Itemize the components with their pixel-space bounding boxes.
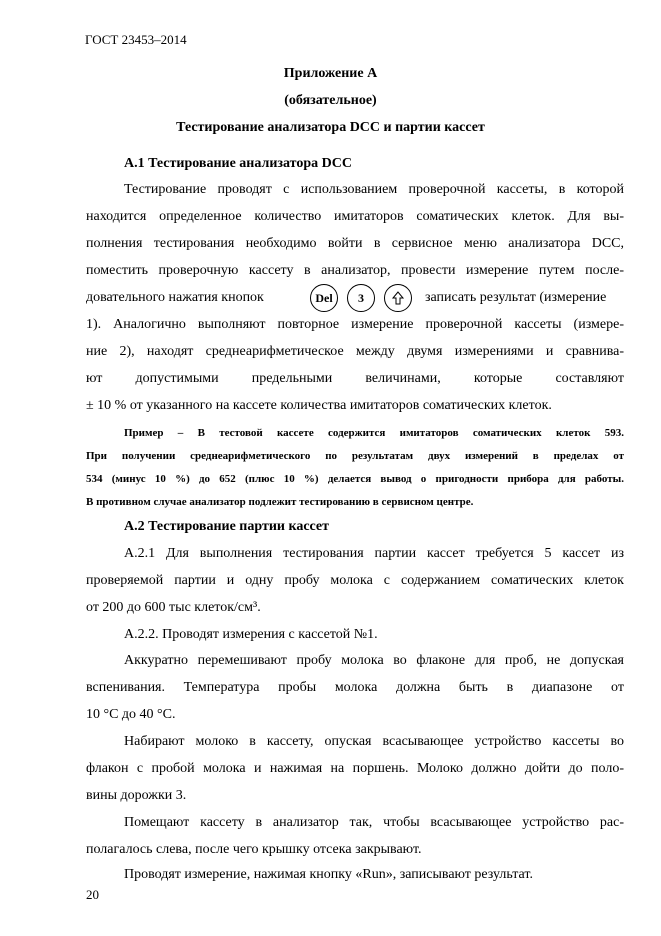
paragraph-line: находится определенное количество имитаторов соматических клеток. Для вы- (86, 209, 624, 224)
page-number: 20 (86, 887, 99, 902)
paragraph-line: А.2.1 Для выполнения тестирования партии кассет требуется 5 кассет из (124, 546, 624, 561)
paragraph-line: Набирают молоко в кассету, опуская всасывающее устройство кассеты во (124, 734, 624, 749)
standard-header: ГОСТ 23453–2014 (85, 32, 187, 47)
paragraph-line: поместить проверочную кассету в анализатор, провести измерение путем после- (86, 263, 624, 278)
example-line: В противном случае анализатор подлежит тестированию в сервисном центре. (86, 496, 474, 508)
example-line: При получении среднеарифметического по результатам двух измерений в пределах от (86, 450, 624, 462)
paragraph-line: Тестирование проводят с использованием проверочной кассеты, в которой (124, 182, 624, 197)
paragraph-line: ± 10 % от указанного на кассете количества имитаторов соматических клеток. (86, 398, 552, 413)
three-key: 3 (347, 284, 375, 312)
paragraph-line: ют допустимыми предельными величинами, которые составляют (86, 371, 624, 386)
paragraph-line: 1). Аналогично выполняют повторное измерение проверочной кассеты (измере- (86, 317, 624, 332)
example-line: 534 (минус 10 %) до 652 (плюс 10 %) делается вывод о пригодности прибора для работы. (86, 473, 624, 485)
paragraph-line: Помещают кассету в анализатор так, чтобы всасывающее устройство рас- (124, 815, 624, 830)
appendix-title: Приложение А (283, 66, 378, 81)
paragraph-line: Аккуратно перемешивают пробу молока во флаконе для проб, не допуская (124, 653, 624, 668)
paragraph-line: довательного нажатия кнопок (86, 290, 264, 305)
appendix-subtitle: Тестирование анализатора DCC и партии кассет (176, 120, 485, 135)
paragraph-line: 10 °С до 40 °С. (86, 707, 176, 722)
key-sequence (310, 284, 412, 312)
appendix-status: (обязательное) (284, 93, 377, 108)
del-key: Del (310, 284, 338, 312)
paragraph-line: записать результат (измерение (425, 290, 607, 305)
section-a2-heading: А.2 Тестирование партии кассет (124, 519, 330, 534)
paragraph-line: ние 2), находят среднеарифметическое между двумя измерениями и сравнива- (86, 344, 624, 359)
example-line: Пример – В тестовой кассете содержится имитаторов соматических клеток 593. (124, 427, 624, 439)
paragraph-line: флакон с пробой молока и нажимая на поршень. Молоко должно дойти до поло- (86, 761, 624, 776)
paragraph-line: проверяемой партии и одну пробу молока с содержанием соматических клеток (86, 573, 624, 588)
paragraph-line: от 200 до 600 тыс клеток/см³. (86, 600, 261, 615)
up-arrow-icon (384, 284, 412, 312)
section-a1-heading: А.1 Тестирование анализатора DCC (124, 156, 352, 171)
paragraph-line: вспенивания. Температура пробы молока должна быть в диапазоне от (86, 680, 624, 695)
paragraph-line: Проводят измерение, нажимая кнопку «Run», записывают результат. (124, 867, 533, 882)
paragraph-line: полагалось слева, после чего крышку отсека закрывают. (86, 842, 422, 857)
paragraph-line: вины дорожки 3. (86, 788, 187, 803)
paragraph-line: полнения тестирования необходимо войти в сервисное меню анализатора DCC, (86, 236, 624, 251)
paragraph-line: А.2.2. Проводят измерения с кассетой №1. (124, 627, 378, 642)
